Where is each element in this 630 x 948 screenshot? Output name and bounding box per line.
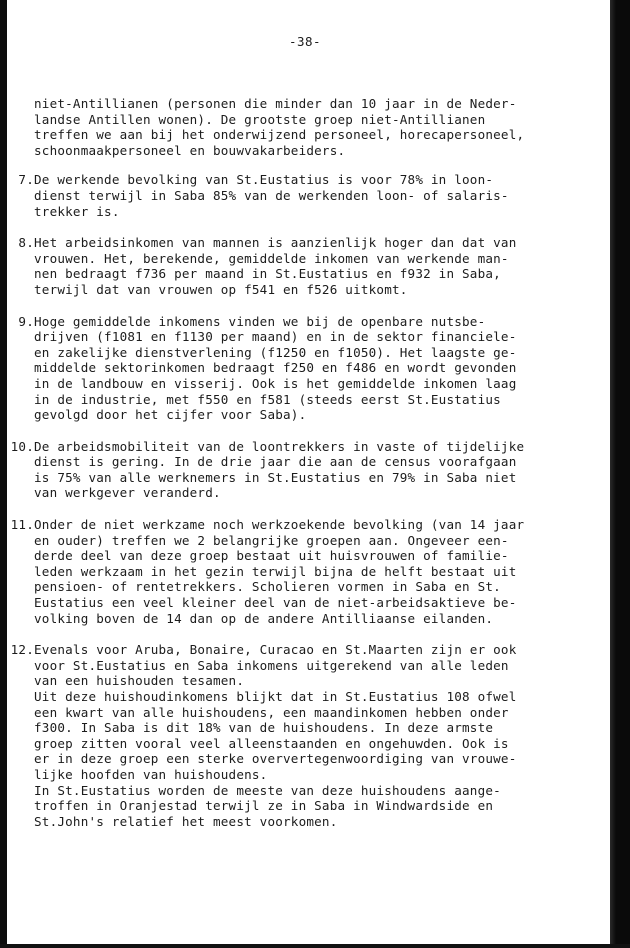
text-line: Uit deze huishoudinkomens blijkt dat in St.Eustatius 108 ofwel: [34, 689, 517, 704]
text-line: Hoge gemiddelde inkomens vinden we bij de openbare nutsbe-: [34, 313, 486, 329]
text-line: drijven (f1081 en f1130 per maand) en in de sektor financiele-: [34, 329, 517, 345]
text-line: schoonmaakpersoneel en bouwvakarbeiders.: [34, 142, 346, 158]
text-line: groep zitten vooral veel alleenstaanden en ongehuwden. Ook is: [34, 735, 509, 751]
text-line: voor St.Eustatius en Saba inkomens uitgerekend van alle leden: [34, 657, 509, 673]
paragraph-number: 10.: [10, 438, 34, 454]
scan-edge-right: [610, 0, 630, 948]
text-line: middelde sektorinkomen bedraagt f250 en f486 en wordt gevonden: [34, 360, 517, 376]
paragraph-11: [0, 517, 590, 626]
text-line: een kwart van alle huishoudens, een maandinkomen hebben onder: [34, 704, 509, 720]
text-line: treffen we aan bij het onderwijzend personeel, horecapersoneel,: [34, 127, 525, 143]
text-line: pensioen- of rentetrekkers. Scholieren vormen in Saba en St.: [34, 579, 501, 595]
text-line: en ouder) treffen we 2 belangrijke groepen aan. Ongeveer een-: [34, 532, 509, 548]
text-line: dienst is gering. In de drie jaar die aan de census voorafgaan: [34, 454, 517, 470]
paragraph-10: [0, 439, 590, 501]
text-line: vrouwen. Het, berekende, gemiddelde inkomen van werkende man-: [34, 250, 509, 266]
page-number: -38-: [288, 34, 322, 49]
text-line: Het arbeidsinkomen van mannen is aanzienlijk hoger dan dat van: [34, 235, 517, 251]
text-line: niet-Antillianen (personen die minder dan 10 jaar in de Neder-: [34, 96, 517, 111]
text-line: Onder de niet werkzame noch werkzoekende bevolking (van 14 jaar: [34, 517, 525, 533]
text-line: van een huishouden tesamen.: [34, 673, 245, 689]
paragraph-number: 9.: [18, 313, 34, 329]
text-line: volking boven de 14 dan op de andere Antilliaanse eilanden.: [34, 610, 494, 626]
text-line: trekker is.: [34, 203, 120, 219]
paragraph-number: 7.: [18, 172, 34, 188]
text-line: derde deel van deze groep bestaat uit huisvrouwen of familie-: [34, 548, 509, 564]
text-line: en zakelijke dienstverlening (f1250 en f1050). Het laagste ge-: [34, 344, 517, 360]
text-line: f300. In Saba is dit 18% van de huishoudens. In deze armste: [34, 720, 494, 736]
text-line: van werkgever veranderd.: [34, 485, 221, 501]
text-line: is 75% van alle werknemers in St.Eustatius en 79% in Saba niet: [34, 469, 517, 485]
paragraph-9: [0, 314, 590, 423]
text-line: St.John's relatief het meest voorkomen.: [34, 813, 338, 829]
text-line: in de landbouw en visserij. Ook is het gemiddelde inkomen laag: [34, 375, 517, 391]
paragraph-number: 8.: [18, 235, 34, 251]
text-line: De arbeidsmobiliteit van de loontrekkers in vaste of tijdelijke: [34, 438, 525, 454]
text-line: gevolgd door het cijfer voor Saba).: [34, 407, 307, 423]
text-line: in de industrie, met f550 en f581 (steeds eerst St.Eustatius: [34, 391, 501, 407]
text-line: Evenals voor Aruba, Bonaire, Curacao en St.Maarten zijn er ook: [34, 642, 517, 658]
paragraph-7: [0, 172, 590, 219]
paragraph-number: 12.: [10, 642, 34, 658]
text-line: Eustatius een veel kleiner deel van de niet-arbeidsaktieve be-: [34, 595, 517, 611]
text-line: troffen in Oranjestad terwijl ze in Saba in Windwardside en: [34, 798, 494, 814]
paragraph-intro: [0, 96, 590, 158]
paragraph-8: [0, 235, 590, 297]
paragraph-12: [0, 642, 590, 829]
scan-edge-bottom: [0, 944, 630, 948]
paragraph-number: 11.: [10, 517, 34, 533]
text-line: leden werkzaam in het gezin terwijl bijna de helft bestaat uit: [34, 563, 517, 579]
text-line: er in deze groep een sterke oververtegenwoordiging van vrouwe-: [34, 751, 517, 767]
text-line: landse Antillen wonen). De grootste groep niet-Antillianen: [34, 111, 486, 127]
text-line: In St.Eustatius worden de meeste van deze huishoudens aange-: [34, 782, 501, 798]
text-line: lijke hoofden van huishoudens.: [34, 766, 268, 782]
text-line: De werkende bevolking van St.Eustatius is voor 78% in loon-: [34, 172, 494, 188]
text-line: nen bedraagt f736 per maand in St.Eustatius en f932 in Saba,: [34, 266, 501, 282]
text-line: dienst terwijl in Saba 85% van de werkenden loon- of salaris-: [34, 187, 509, 203]
text-line: terwijl dat van vrouwen op f541 en f526 uitkomt.: [34, 281, 408, 297]
document-body: [0, 96, 590, 845]
